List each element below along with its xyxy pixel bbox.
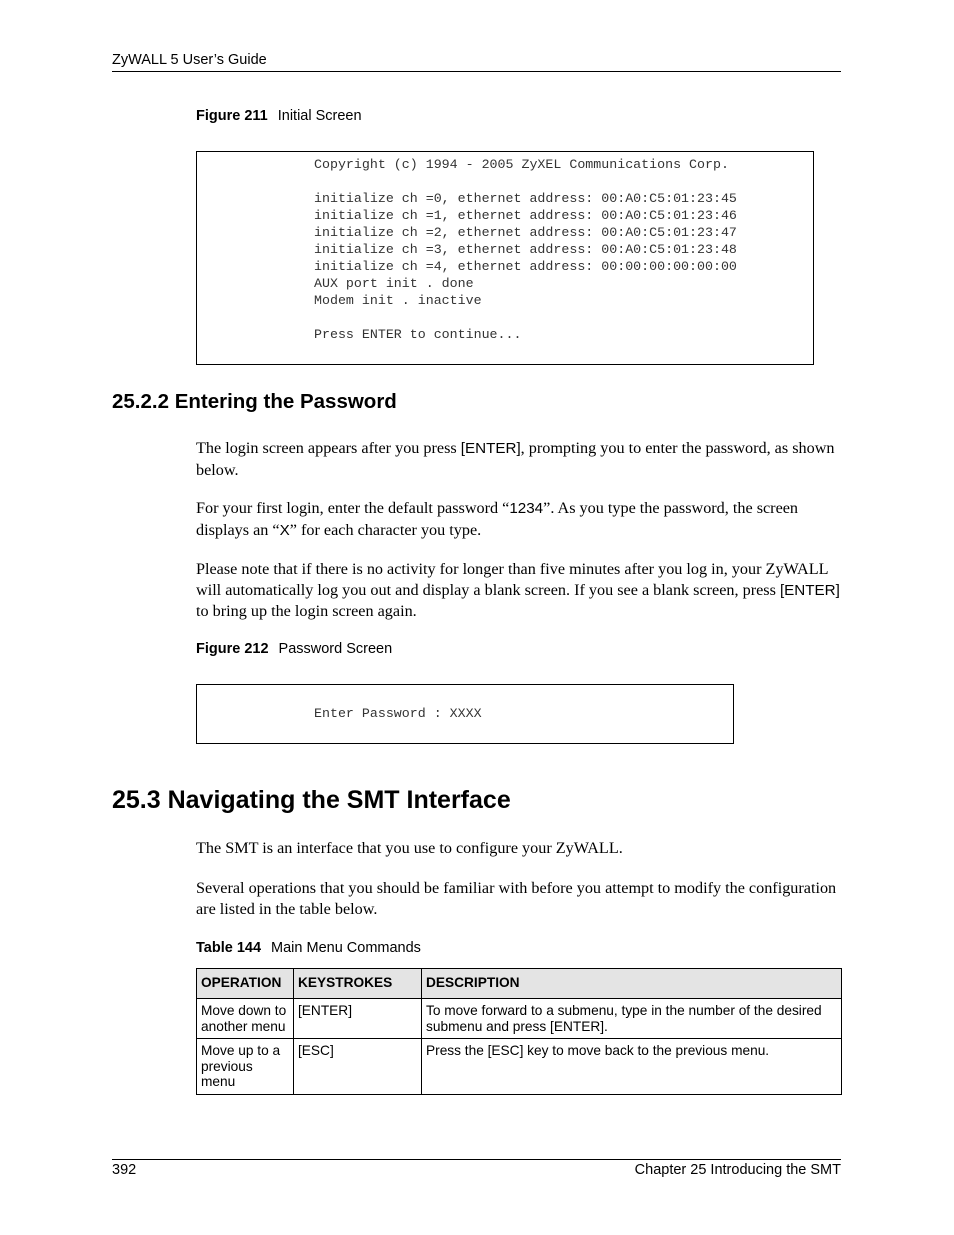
initial-screen-terminal: [196, 151, 814, 365]
table-144-label: Table 144: [196, 940, 262, 956]
running-header: ZyWALL 5 User’s Guide: [112, 52, 267, 68]
cell-operation: Move down to another menu: [197, 999, 294, 1039]
cell-description: To move forward to a submenu, type in the number of the desired submenu and press [ENTER].: [422, 999, 842, 1039]
cell-keystrokes: [ENTER]: [294, 999, 422, 1039]
table-row: [197, 999, 842, 1039]
figure-212-title: Password Screen: [278, 641, 393, 657]
column-header-operation: OPERATION: [197, 969, 294, 999]
footer-divider: [112, 1159, 841, 1160]
paragraph-operations: Several operations that you should be familiar with before you attempt to modify the configuration are listed in the table below.: [196, 879, 837, 918]
table-row: [197, 1039, 842, 1095]
header-divider: [112, 71, 841, 72]
page-number: 392: [112, 1162, 137, 1178]
terminal-line: Copyright (c) 1994 - 2005 ZyXEL Communications Corp.: [314, 157, 729, 172]
column-header-description: DESCRIPTION: [422, 969, 842, 999]
section-heading-25-2-2: 25.2.2 Entering the Password: [112, 390, 397, 413]
terminal-line: initialize ch =0, ethernet address: 00:A0:C5:01:23:45: [314, 191, 737, 206]
terminal-line: initialize ch =3, ethernet address: 00:A0:C5:01:23:48: [314, 242, 737, 257]
terminal-line: Modem init . inactive: [314, 293, 482, 308]
figure-212-caption: [196, 641, 392, 657]
paragraph-default-password: For your first login, enter the default password “1234”. As you type the password, the screen displays an “X” for each character you type.: [196, 499, 799, 539]
figure-212-label: Figure 212: [196, 641, 269, 657]
terminal-line: initialize ch =1, ethernet address: 00:A0:C5:01:23:46: [314, 208, 737, 223]
figure-211-caption: [196, 108, 362, 124]
paragraph-smt-intro: The SMT is an interface that you use to configure your ZyWALL.: [196, 839, 623, 857]
main-menu-commands-table: [196, 968, 842, 1095]
table-144-caption: [196, 940, 421, 956]
paragraph-inactivity-note: Please note that if there is no activity for longer than five minutes after you log in, your ZyWALL will automatically log you out and display a blank screen. If you see a blank screen, press [ENTER] to bring up the login screen again.: [196, 560, 840, 620]
mask-character: X: [279, 521, 290, 539]
terminal-line: AUX port init . done: [314, 276, 474, 291]
table-header-row: [197, 969, 842, 999]
key-enter: [ENTER]: [779, 581, 840, 599]
table-144-title: Main Menu Commands: [271, 940, 421, 956]
paragraph-login-screen: The login screen appears after you press [ENTER], prompting you to enter the password, as shown below.: [196, 439, 835, 479]
section-heading-25-3: 25.3 Navigating the SMT Interface: [112, 786, 511, 814]
terminal-line: initialize ch =2, ethernet address: 00:A0:C5:01:23:47: [314, 225, 737, 240]
cell-operation: Move up to a previous menu: [197, 1039, 294, 1095]
cell-description: Press the [ESC] key to move back to the previous menu.: [422, 1039, 842, 1095]
default-password-value: 1234: [509, 500, 544, 517]
key-enter: [ENTER]: [460, 440, 521, 457]
column-header-keystrokes: KEYSTROKES: [294, 969, 422, 999]
cell-keystrokes: [ESC]: [294, 1039, 422, 1095]
terminal-line: initialize ch =4, ethernet address: 00:00:00:00:00:00: [314, 259, 737, 274]
figure-211-label: Figure 211: [196, 108, 268, 124]
terminal-line: Press ENTER to continue...: [314, 327, 522, 342]
password-screen-terminal: [196, 684, 734, 744]
password-prompt: Enter Password : XXXX: [314, 706, 482, 721]
chapter-title: Chapter 25 Introducing the SMT: [634, 1162, 841, 1178]
figure-211-title: Initial Screen: [277, 108, 362, 124]
